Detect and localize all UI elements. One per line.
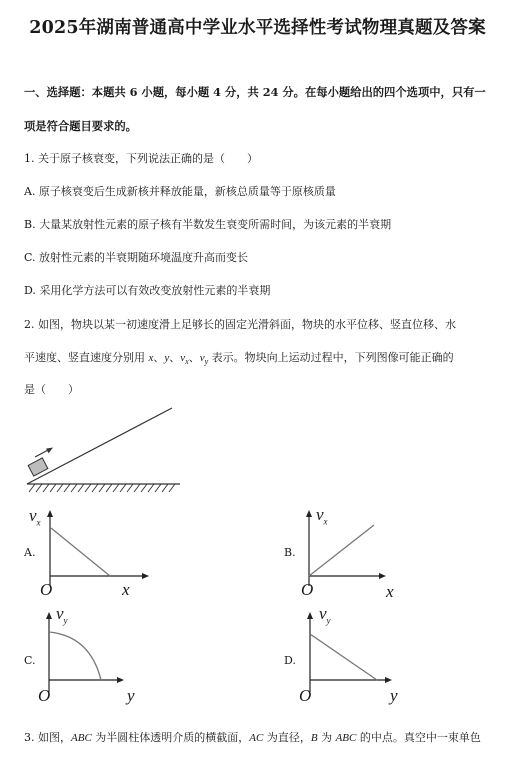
q1-option-c: C. 放射性元素的半衰期随环境温度升高而变长 <box>24 251 249 264</box>
graph-d-origin: O <box>299 686 312 705</box>
option-a-label: A. <box>24 546 36 559</box>
incline-figure <box>20 404 185 500</box>
section-heading-line1: 一、选择题：本题共 6 小题，每小题 4 分，共 24 分。在每小题给出的四个选项中，只有一 <box>24 85 486 99</box>
graph-c-ylabel: $v_y$ <box>56 604 68 626</box>
incline-surface <box>27 408 172 484</box>
graph-b-curve <box>309 525 374 576</box>
block <box>28 458 48 476</box>
q3-stem-line1: 3. 如图，ABC 为半圆柱体透明介质的横截面，AC 为直径，B 为 ABC 的中点。真空中一束单色 <box>24 731 481 744</box>
graph-c-xlabel: y <box>127 686 135 705</box>
graph-a-origin: O <box>40 580 53 599</box>
graph-d-ylabel: $v_y$ <box>319 604 331 626</box>
graph-b-ylabel: $v_x$ <box>316 505 328 527</box>
q2-stem-line3: 是（ ） <box>24 383 79 396</box>
graph-a-ylabel: $v_x$ <box>29 506 41 528</box>
graph-c-origin: O <box>38 686 51 705</box>
q1-option-b: B. 大量某放射性元素的原子核有半数发生衰变所需时间，为该元素的半衰期 <box>24 218 392 231</box>
graph-c-curve <box>49 632 101 680</box>
q1-stem: 1. 关于原子核衰变，下列说法正确的是（ ） <box>24 152 258 165</box>
graph-a-xlabel: x <box>122 580 130 599</box>
graph-d-xlabel: y <box>390 686 398 705</box>
q1-option-d: D. 采用化学方法可以有效改变放射性元素的半衰期 <box>24 284 271 297</box>
option-d-label: D. <box>284 654 296 667</box>
ground-hatch <box>29 484 175 492</box>
q1-option-a: A. 原子核衰变后生成新核并释放能量，新核总质量等于原核质量 <box>24 185 336 198</box>
page-title: 2025年湖南普通高中学业水平选择性考试物理真题及答案 <box>29 18 486 38</box>
graph-b-xlabel: x <box>386 582 394 601</box>
section-heading-line2: 项是符合题目要求的。 <box>24 119 137 133</box>
graph-b-origin: O <box>301 580 314 599</box>
option-c-label: C. <box>24 654 36 667</box>
q2-stem-line2: 平速度、竖直速度分别用 x、y、$v_x$、$v_y$ 表示。物块向上运动过程中，下列图像可能正确的 <box>24 351 454 367</box>
q2-stem-line1: 2. 如图，物块以某一初速度滑上足够长的固定光滑斜面，物块的水平位移、竖直位移、水 <box>24 318 456 331</box>
graph-a-curve <box>51 528 110 576</box>
option-b-label: B. <box>284 546 296 559</box>
graph-d-curve <box>310 634 377 680</box>
velocity-arrowhead <box>46 448 53 454</box>
